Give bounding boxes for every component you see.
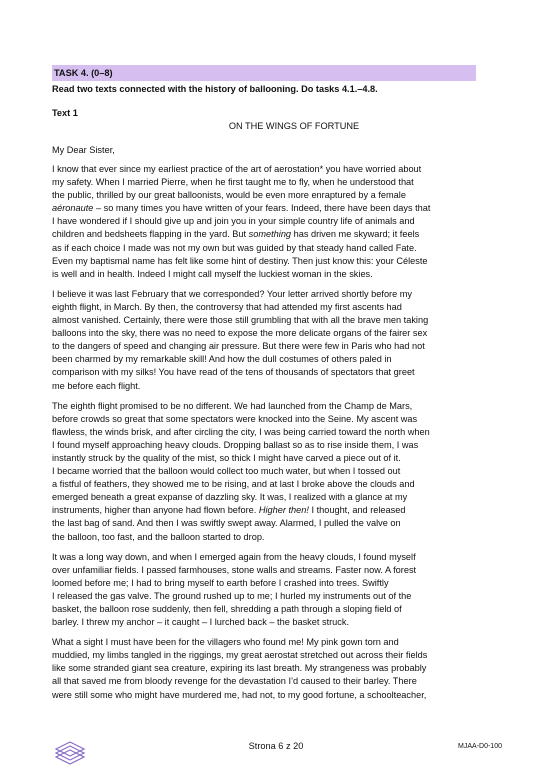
- text-line: comparison with my silks! You have read of the tens of thousands of spectators that greet: [52, 367, 415, 378]
- text-line: basket, the balloon rose suddenly, then fell, shredding a path through a sloping field of: [52, 604, 402, 614]
- text-line: I have wondered if I should give up and join you in your simple country life of animals and: [52, 216, 415, 227]
- paragraph-3: [52, 400, 476, 544]
- italic-term: aéronaute: [52, 203, 94, 214]
- text-line: loomed before me; I had to bring myself to earth before I crashed into trees. Swiftly: [52, 577, 389, 588]
- text-line: I know that ever since my earliest practice of the art of aerostation* you have worried about: [52, 164, 422, 174]
- text-line: instruments, higher than anyone had flown before. Higher then! I thought, and released: [52, 505, 406, 516]
- text-line: I became worried that the balloon would collect too much water, but when I tossed out: [52, 466, 401, 477]
- text-line: I released the gas valve. The ground rushed up to me; I hurled my instruments out of the: [52, 590, 412, 601]
- task-header: TASK 4. (0–8): [52, 65, 476, 81]
- text-line: aéronaute – so many times you have written of your fears. Indeed, there have been days that: [52, 203, 431, 214]
- text-line: before crowds so great that some spectators were knocked into the Seine. My ascent was: [52, 413, 418, 424]
- text-line: eighth flight, in March. By then, the controversy that had attended my first ascents had: [52, 301, 402, 312]
- text-line: like some stranded giant sea creature, expiring its last breath. My strangeness was probably: [52, 663, 427, 674]
- text-line: a fistful of feathers, they showed me to be rising, and at last I broke above the clouds and: [52, 479, 415, 490]
- text-line: I believe it was last February that we corresponded? Your letter arrived shortly before my: [52, 288, 413, 299]
- page-footer: [0, 735, 552, 765]
- page-number: Strona 6 z 20: [248, 741, 304, 751]
- text-line: Even my baptismal name has felt like some hint of destiny. Then just know this: your Céleste: [52, 255, 428, 266]
- salutation: My Dear Sister,: [52, 145, 115, 155]
- text-line: flawless, the winds brisk, and after circling the city, I was being carried toward the north when: [52, 426, 430, 437]
- text-line: is well and in health. Indeed I might call myself the luckiest woman in the skies.: [52, 268, 373, 279]
- text-line: muddied, my limbs tangled in the riggings, my great aerostat stretched out across their fields: [52, 650, 428, 661]
- paragraph-1: [52, 163, 476, 281]
- paragraph-5: [52, 636, 476, 701]
- paragraph-4: [52, 551, 476, 630]
- text-line: the balloon, too fast, and the balloon started to drop.: [52, 531, 265, 542]
- exam-code: MJAA-D0-100: [458, 743, 502, 750]
- task-instructions: Read two texts connected with the history of ballooning. Do tasks 4.1.–4.8.: [52, 84, 378, 94]
- text-line: barley. I threw my anchor – it caught – I lurched back – the basket struck.: [52, 617, 350, 628]
- text-line: balloons into the sky, there was no need to expose the more delicate organs of the fairer sex: [52, 328, 428, 339]
- text-label: Text 1: [52, 108, 78, 118]
- italic-term: something: [248, 229, 292, 240]
- text-line: emerged beneath a great expanse of dazzling sky. It was, I realized with a glance at my: [52, 492, 408, 503]
- text-line: me before each flight.: [52, 380, 141, 391]
- text-line: What a sight I must have been for the villagers who found me! My pink gown torn and: [52, 637, 399, 648]
- italic-term: Higher then!: [258, 505, 309, 516]
- text-line: been charmed by my remarkable skill! And how the dull costumes of others paled in: [52, 354, 392, 365]
- text-line: children and bedsheets flapping in the yard. But something has driven me skyward; it feels: [52, 229, 420, 240]
- paragraph-2: [52, 288, 476, 393]
- text-line: I found myself approaching heavy clouds. Dropping ballast so as to rise inside them, I was: [52, 439, 419, 450]
- text-title: ON THE WINGS OF FORTUNE: [228, 121, 360, 131]
- text-line: as if each choice I made was not my own but was guided by that steady hand called Fate.: [52, 242, 417, 253]
- text-line: the last bag of sand. And then I was swiftly swept away. Alarmed, I pulled the valve on: [52, 518, 401, 529]
- text-line: The eighth flight promised to be no different. We had launched from the Champ de Mars,: [52, 400, 413, 411]
- text-line: to the dangers of speed and changing air pressure. But there were few in Paris who had not: [52, 341, 425, 352]
- text-line: instantly struck by the quality of the mist, so thick I might have carved a piece out of it.: [52, 452, 401, 463]
- text-line: my safety. When I married Pierre, when he first taught me to fly, when he understood that: [52, 177, 414, 188]
- text-line: the public, thrilled by our great balloonists, would be even more enraptured by a female: [52, 190, 406, 201]
- text-line: all that saved me from bloody revenge for the devastation I’d caused to their barley. There: [52, 676, 417, 687]
- text-line: It was a long way down, and when I emerged again from the heavy clouds, I found myself: [52, 551, 416, 562]
- text-line: were still some who might have murdered me, had not, to my good fortune, a schoolteacher,: [52, 689, 427, 700]
- text-line: over unfamiliar fields. I passed farmhouses, stone walls and streams. Faster now. A forest: [52, 564, 417, 575]
- text-line: almost vanished. Certainly, there were those still grumbling that with all the brave men taking: [52, 315, 429, 326]
- page-content: [52, 65, 476, 702]
